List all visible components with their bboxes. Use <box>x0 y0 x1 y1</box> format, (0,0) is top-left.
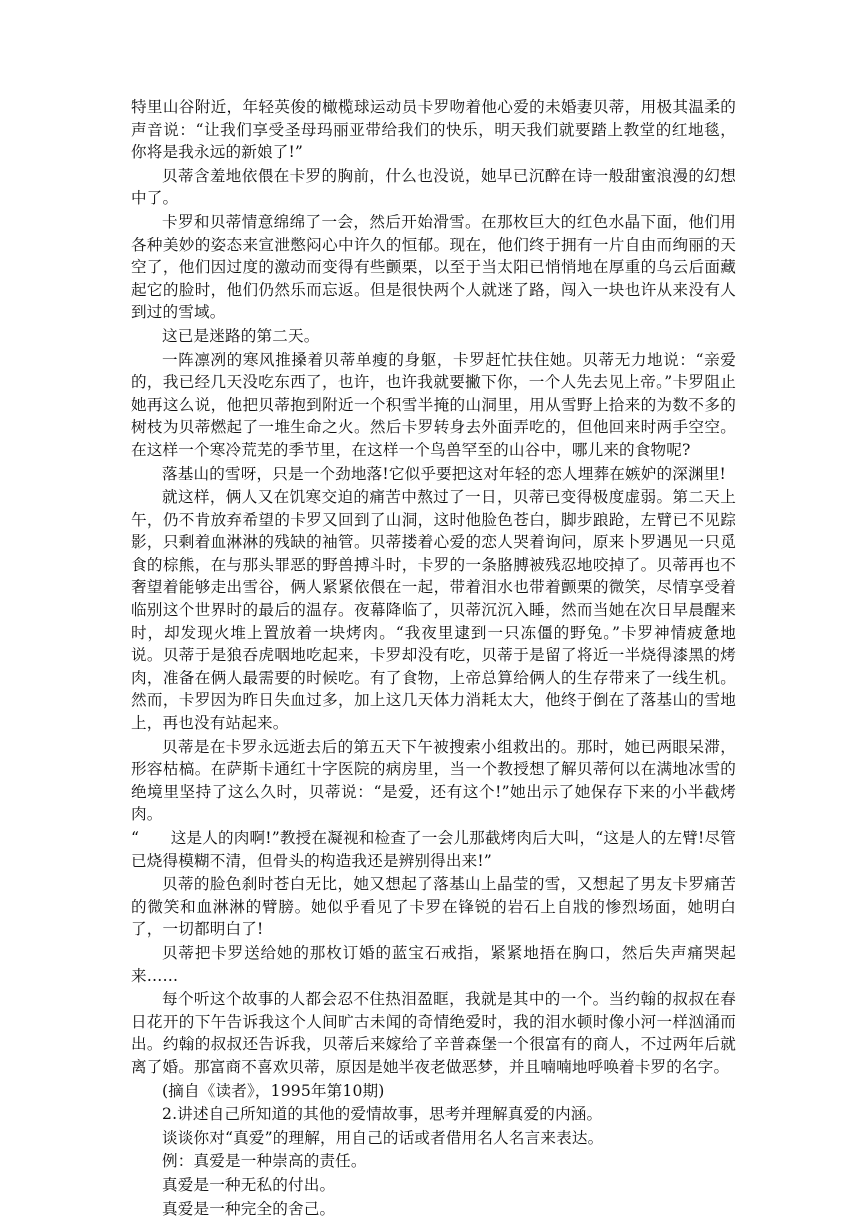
paragraph: 贝蒂的脸色刹时苍白无比，她又想起了落基山上晶莹的雪，又想起了男友卡罗痛苦的微笑和血淋淋的臂膀。她似乎看见了卡罗在锋锐的岩石上自戕的惨烈场面，她明白了，一切都明白了! <box>131 875 736 939</box>
paragraph: 特里山谷附近，年轻英俊的橄榄球运动员卡罗吻着他心爱的未婚妻贝蒂，用极其温柔的声音说：“让我们享受圣母玛丽亚带给我们的快乐，明天我们就要踏上教堂的红地毯，你将是我永远的新娘了!” <box>131 98 736 162</box>
paragraph: 贝蒂是在卡罗永远逝去后的第五天下午被搜索小组救出的。那时，她已两眼呆滞，形容枯槁。在萨斯卡通红十字医院的病房里，当一个教授想了解贝蒂何以在满地冰雪的绝境里坚持了这么久时，贝蒂说：“是爱，还有这个!”她出示了她保存下来的小半截烤肉。 <box>131 737 736 824</box>
paragraph: “ 这是人的肉啊!”教授在凝视和检查了一会儿那截烤肉后大叫，“这是人的左臂!尽管已烧得模糊不清，但骨头的构造我还是辨别得出来!” <box>131 829 736 870</box>
paragraph: 就这样，俩人又在饥寒交迫的痛苦中熬过了一日，贝蒂已变得极度虚弱。第二天上午，仍不肯放弃希望的卡罗又回到了山洞，这时他脸色苍白，脚步踉跄，左臂已不见踪影，只剩着血淋淋的残缺的袖管。贝蒂搂着心爱的恋人哭着询问，原来卜罗遇见一只觅食的棕熊，在与那头罪恶的野兽搏斗时，卡罗的一条胳膊被残忍地咬掉了。贝蒂再也不奢望着能够走出雪谷，俩人紧紧依偎在一起，带着泪水也带着颤栗的微笑，尽情享受着临别这个世界时的最后的温存。夜幕降临了，贝蒂沉沉入睡，然而当她在次日早晨醒来时，却发现火堆上置放着一块烤肉。“我夜里逮到一只冻僵的野兔。”卡罗神情疲惫地说。贝蒂于是狼吞虎咽地吃起来，卡罗却没有吃，贝蒂于是留了将近一半烧得漆黑的烤肉，准备在俩人最需要的时候吃。有了食物，上帝总算给俩人的生存带来了一线生机。然而，卡罗因为昨日失血过多，加上这几天体力消耗太大，他终于倒在了落基山的雪地上，再也没有站起来。 <box>131 488 736 733</box>
paragraph: 真爱是一种无私的付出。 <box>162 1175 336 1194</box>
paragraph: 例：真爱是一种崇高的责任。 <box>162 1152 367 1171</box>
paragraph: 每个听这个故事的人都会忍不住热泪盈眶，我就是其中的一个。当约翰的叔叔在春日花开的下午告诉我这个人间旷古未闻的奇情绝爱时，我的泪水顿时像小河一样汹涌而出。约翰的叔叔还告诉我，贝蒂后来嫁给了辛普森堡一个很富有的商人，不过两年后就离了婚。那富商不喜欢贝蒂，原因是她半夜老做恶梦，并且喃喃地呼唤着卡罗的名字。 <box>131 990 736 1076</box>
paragraph: 贝蒂把卡罗送给她的那枚订婚的蓝宝石戒指，紧紧地捂在胸口，然后失声痛哭起来…… <box>131 943 736 985</box>
paragraph: 贝蒂含羞地依偎在卡罗的胸前，什么也没说，她早已沉醉在诗一般甜蜜浪漫的幻想中了。 <box>131 166 736 208</box>
paragraph: 卡罗和贝蒂情意绵绵了一会，然后开始滑雪。在那枚巨大的红色水晶下面，他们用各种美妙的姿态来宣泄憋闷心中许久的恒郁。现在，他们终于拥有一片自由而绚丽的天空了，他们因过度的激动而变得有些颤栗，以至于当太阳已悄悄地在厚重的乌云后面藏起它的脸时，他们仍然乐而忘返。但是很快两个人就迷了路，闯入一块也许从来没有人到过的雪域。 <box>131 212 736 322</box>
paragraph: 这已是迷路的第二天。 <box>162 326 320 345</box>
paragraph: 2.讲述自己所知道的其他的爱情故事，思考并理解真爱的内涵。 <box>162 1105 603 1124</box>
paragraph: 落基山的雪呀，只是一个劲地落!它似乎要把这对年轻的恋人埋葬在嫉妒的深渊里! <box>162 464 726 483</box>
paragraph: 一阵凛冽的寒风推搡着贝蒂单瘦的身躯，卡罗赶忙扶住她。贝蒂无力地说：“亲爱的，我已经几天没吃东西了，也许，也许我就要撇下你，一个人先去见上帝。”卡罗阻止她再这么说，他把贝蒂抱到附近一个积雪半掩的山洞里，用从雪野上拾来的为数不多的树枝为贝蒂燃起了一堆生命之火。然后卡罗转身去外面弄吃的，但他回来时两手空空。在这样一个寒冷荒芜的季节里，在这样一个鸟兽罕至的山谷中，哪儿来的食物呢? <box>131 350 736 459</box>
paragraph: 谈谈你对“真爱”的理解，用自己的话或者借用名人名言来表达。 <box>162 1128 604 1147</box>
document-body <box>131 96 736 1221</box>
paragraph: 真爱是一种完全的舍己。 <box>162 1199 336 1218</box>
paragraph: (摘自《读者》，1995年第10期) <box>162 1081 385 1100</box>
